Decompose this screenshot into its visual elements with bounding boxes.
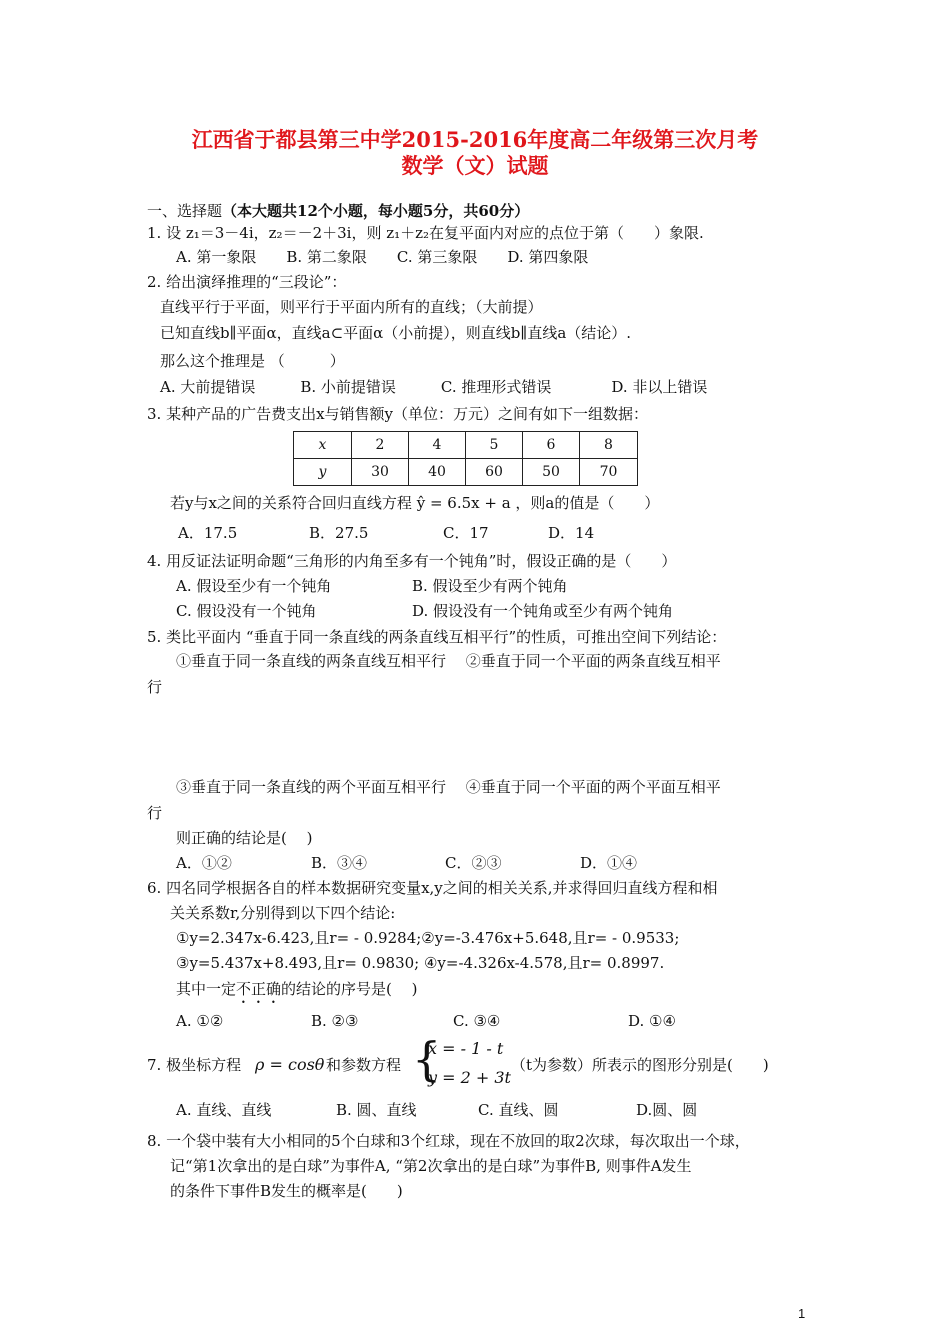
q4-option-b: B. 假设至少有两个钝角 <box>412 577 568 595</box>
q4-option-d: D. 假设没有一个钝角或至少有两个钝角 <box>412 602 674 620</box>
q6-question-post: 的结论的序号是( ) <box>281 980 418 998</box>
q5-statement-1-2: ①垂直于同一条直线的两条直线互相平行 ②垂直于同一个平面的两条直线互相平 <box>176 652 721 670</box>
q4-stem: 4. 用反证法证明命题“三角形的内角至多有一个钝角”时，假设正确的是（ ） <box>147 552 677 570</box>
table-header-y: y <box>294 459 352 486</box>
table-cell: 2 <box>352 432 409 459</box>
q8-line-2: 记“第1次拿出的是白球”为事件A, “第2次拿出的是白球”为事件B, 则事件A发生 <box>170 1157 692 1175</box>
q5-question: 则正确的结论是( ) <box>176 829 313 847</box>
q5-option-b: B．③④ <box>311 854 368 872</box>
q8-line-1: 8. 一个袋中装有大小相同的5个白球和3个红球，现在不放回的取2次球，每次取出一个球， <box>147 1132 750 1150</box>
table-cell: 5 <box>466 432 523 459</box>
q6-conclusion-1-2: ①y=2.347x-6.423,且r= - 0.9284;②y=-3.476x+5.648,且r= - 0.9533; <box>176 929 680 947</box>
q5-statement-3-4-wrap: 行 <box>147 804 163 822</box>
q4-option-c: C. 假设没有一个钝角 <box>176 602 317 620</box>
section-heading-bold: （本大题共12个小题，每小题5分，共60分） <box>222 202 530 220</box>
q2-minor-premise: 已知直线b∥平面α，直线a⊂平面α（小前提），则直线b∥直线a（结论）. <box>160 324 632 342</box>
q6-stem: 6. 四名同学根据各自的样本数据研究变量x,y之间的相关关系,并求得回归直线方程和相 <box>147 879 718 897</box>
table-cell: 50 <box>523 459 580 486</box>
table-cell: 4 <box>409 432 466 459</box>
q6-question-pre: 其中一定 <box>176 980 237 998</box>
table-row-x <box>294 432 638 459</box>
exam-subtitle: 数学（文）试题 <box>401 153 549 178</box>
q5-option-a: A．①② <box>176 854 232 872</box>
q2-question: 那么这个推理是 （ ） <box>160 352 345 370</box>
q7-option-a: A. 直线、直线 <box>176 1101 272 1119</box>
q2-major-premise: 直线平行于平面，则平行于平面内所有的直线；（大前提） <box>160 298 543 316</box>
q3-option-a: A．17.5 <box>178 524 238 542</box>
section-heading <box>147 200 529 222</box>
section-heading-prefix: 一、选择题 <box>147 202 223 220</box>
exam-title: 江西省于都县第三中学2015-2016年度高二年级第三次月考 <box>191 127 759 152</box>
q5-statement-1-2-wrap: 行 <box>147 678 163 696</box>
q7-stem-mid: 和参数方程 <box>326 1056 402 1074</box>
table-cell: 70 <box>580 459 638 486</box>
q3-option-d: D．14 <box>548 524 595 542</box>
q6-question-emphasis: 不正确 <box>236 980 282 998</box>
table-row-y <box>294 459 638 486</box>
table-cell: 40 <box>409 459 466 486</box>
page-number: 1 <box>798 1306 806 1321</box>
left-brace-icon: { <box>412 1032 442 1086</box>
q6-conclusion-3-4: ③y=5.437x+8.493,且r= 0.9830; ④y=-4.326x-4.578,且r= 0.8997. <box>176 954 665 972</box>
q3-stem: 3. 某种产品的广告费支出x与销售额y（单位：万元）之间有如下一组数据： <box>147 405 649 423</box>
table-header-x: x <box>294 432 352 459</box>
q2-stem: 2. 给出演绎推理的“三段论”： <box>147 273 347 291</box>
q7-param-eq-x: x = - 1 - t <box>428 1039 504 1058</box>
q6-option-d: D. ①④ <box>628 1012 676 1030</box>
q3-follow: 若y与x之间的关系符合回归直线方程 ŷ = 6.5x + a ，则a的值是（ ） <box>170 494 660 512</box>
q7-polar-equation: ρ = cosθ <box>255 1055 325 1074</box>
q5-option-d: D．①④ <box>580 854 638 872</box>
q1-options: A. 第一象限 B. 第二象限 C. 第三象限 D. 第四象限 <box>176 248 589 266</box>
q5-statement-3-4: ③垂直于同一条直线的两个平面互相平行 ④垂直于同一个平面的两个平面互相平 <box>176 778 721 796</box>
q7-option-b: B. 圆、直线 <box>336 1101 417 1119</box>
q7-param-eq-y: y = 2 + 3t <box>428 1068 511 1087</box>
q6-stem-wrap: 关关系数r,分别得到以下四个结论: <box>170 904 396 922</box>
q7-option-d: D.圆、圆 <box>636 1101 698 1119</box>
table-cell: 8 <box>580 432 638 459</box>
q3-data-table <box>293 431 638 486</box>
q6-option-c: C. ③④ <box>453 1012 501 1030</box>
q7-option-c: C. 直线、圆 <box>478 1101 559 1119</box>
q8-line-3: 的条件下事件B发生的概率是( ) <box>170 1182 403 1200</box>
table-cell: 60 <box>466 459 523 486</box>
q3-option-b: B．27.5 <box>309 524 369 542</box>
q6-option-b: B. ②③ <box>311 1012 359 1030</box>
q5-option-c: C．②③ <box>445 854 502 872</box>
table-cell: 30 <box>352 459 409 486</box>
q3-option-c: C．17 <box>443 524 489 542</box>
q6-option-a: A. ①② <box>176 1012 224 1030</box>
q5-stem: 5. 类比平面内 “垂直于同一条直线的两条直线互相平行”的性质，可推出空间下列结论： <box>147 628 727 646</box>
table-cell: 6 <box>523 432 580 459</box>
q6-question <box>176 978 418 1007</box>
q7-stem-pre: 7. 极坐标方程 <box>147 1056 242 1074</box>
q2-options: A. 大前提错误 B. 小前提错误 C. 推理形式错误 D. 非以上错误 <box>160 378 708 396</box>
q4-option-a: A. 假设至少有一个钝角 <box>176 577 332 595</box>
q7-stem-post: （t为参数）所表示的图形分别是( ) <box>511 1056 769 1074</box>
q1-stem: 1. 设 z₁＝3－4i，z₂＝－2＋3i，则 z₁＋z₂在复平面内对应的点位于第（ ）象限. <box>147 224 704 242</box>
